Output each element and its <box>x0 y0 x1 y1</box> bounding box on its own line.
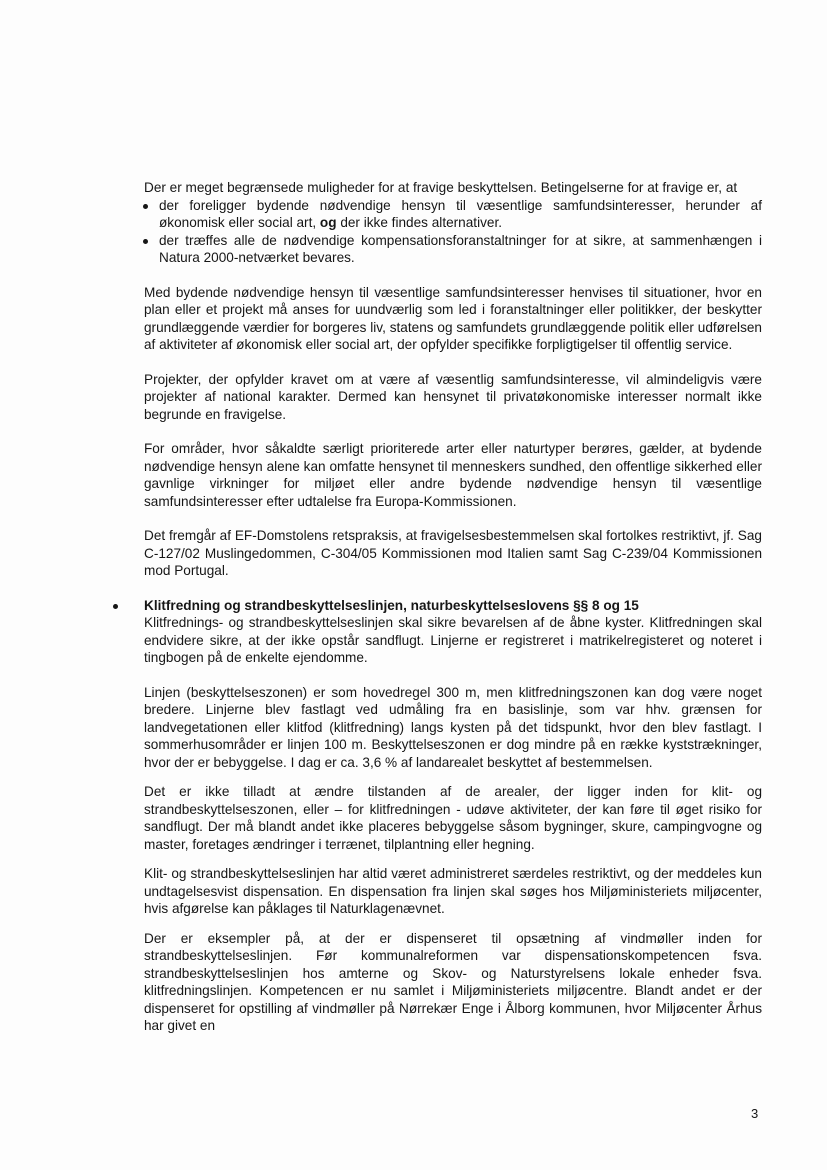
conditions-list <box>144 197 762 267</box>
list-item: der træffes alle de nødvendige kompensationsforanstaltninger for at sikre, at sammenhængen i Natura 2000-netværket bevares. <box>144 232 762 267</box>
paragraph: Med bydende nødvendige hensyn til væsentlige samfundsinteresser henvises til situationer, hvor en plan eller et projekt må anses for uundværlig som led i foranstaltninger eller politikker, der beskytter grundlæggende værdier for borgeres liv, statens og samfundets grundlæggende politik eller udførelsen af aktiviteter af økonomisk eller social art, der opfylder specifikke forpligtigelser til offentlig service. <box>144 284 762 352</box>
list-item <box>144 197 762 232</box>
paragraph: Det er ikke tilladt at ændre tilstanden af de arealer, der ligger inden for klit- og strandbeskyttelseszonen, eller – for klitfredningen - udøve aktiviteter, der kan føre til øget risiko for sandflugt. Der må blandt andet ikke placeres bebyggelse såsom bygninger, skure, campingvogne og master, foretages ændringer i terrænet, tilplantning eller hegning. <box>144 784 762 852</box>
intro-paragraph: Der er meget begrænsede muligheder for at fravige beskyttelsen. Betingelserne for at fravige er, at <box>144 180 738 195</box>
paragraph: Klit- og strandbeskyttelseslinjen har altid været administreret særdeles restriktivt, og der meddeles kun undtagelsesvist dispensation. En dispensation fra linjen skal søges hos Miljøministeriets miljøcenter, hvis afgørelse kan påklages til Naturklagenævnet. <box>144 866 762 916</box>
paragraph: Projekter, der opfylder kravet om at være af væsentlig samfundsinteresse, vil almindeligvis være projekter af national karakter. Dermed kan hensynet til privatøkonomiske interesser normalt ikke begrunde en fravigelse. <box>144 371 762 422</box>
section-intro: Klitfrednings- og strandbeskyttelseslinjen skal sikre bevarelsen af de åbne kyster. Klitfredningen skal endvidere sikre, at der ikke opstår sandflugt. Linjerne er registreret i matrikelregisteret og noteret i tingbogen på de enkelte ejendomme. <box>144 615 762 665</box>
document-body <box>144 179 762 1047</box>
section-klitfredning <box>144 597 762 667</box>
page-number: 3 <box>751 1106 759 1121</box>
list-item-text: der ikke findes alternativer. <box>340 215 503 230</box>
paragraph: Linjen (beskyttelseszonen) er som hovedregel 300 m, men klitfredningszonen kan dog være noget bredere. Linjerne blev fastlagt ved udmåling fra en basislinje, som var hhv. grænsen for landvegetationen eller klitfod (klitfredning) langs kysten på det tidspunkt, hvor den blev fastlagt. I sommerhusområder er linjen 100 m. Beskyttelseszonen er dog mindre på en række kyststrækninger, hvor der er bebyggelse. I dag er ca. 3,6 % af landarealet beskyttet af bestemmelsen. <box>144 684 762 770</box>
paragraph: For områder, hvor såkaldte særligt prioriterede arter eller naturtyper berøres, gælder, at bydende nødvendige hensyn alene kan omfatte hensynet til menneskers sundhed, den offentlige sikkerhed eller gavnlige virkninger for miljøet eller andre bydende nødvendige hensyn til væsentlige samfundsinteresser efter udtalelse fra Europa-Kommissionen. <box>144 441 762 509</box>
paragraph: Det fremgår af EF-Domstolens retspraksis, at fravigelsesbestemmelsen skal fortolkes restriktivt, jf. Sag C-127/02 Muslingedommen, C-304/05 Kommissionen mod Italien samt Sag C-239/04 Kommissionen mod Portugal. <box>144 528 762 578</box>
paragraph: Der er eksempler på, at der er dispenseret til opsætning af vindmøller inden for strandbeskyttelseslinjen. Før kommunalreformen var dispensationskompetencen fsva. strandbeskyttelseslinjen hos amterne og Skov- og Naturstyrelsens lokale enheder fsva. klitfredningslinjen. Kompetencen er nu samlet i Miljøministeriets miljøcentre. Blandt andet er der dispenseret for opstilling af vindmøller på Nørrekær Enge i Ålborg kommunen, hvor Miljøcenter Århus har givet en <box>144 930 762 1033</box>
section-heading: Klitfredning og strandbeskyttelseslinjen, naturbeskyttelseslovens §§ 8 og 15 <box>144 597 639 613</box>
emphasis-text: og <box>319 215 337 230</box>
bullet-icon <box>113 604 118 609</box>
list-item-text: der foreligger bydende nødvendige hensyn til væsentlige samfundsinteresser, herunder af økonomisk eller social art, <box>159 197 762 230</box>
